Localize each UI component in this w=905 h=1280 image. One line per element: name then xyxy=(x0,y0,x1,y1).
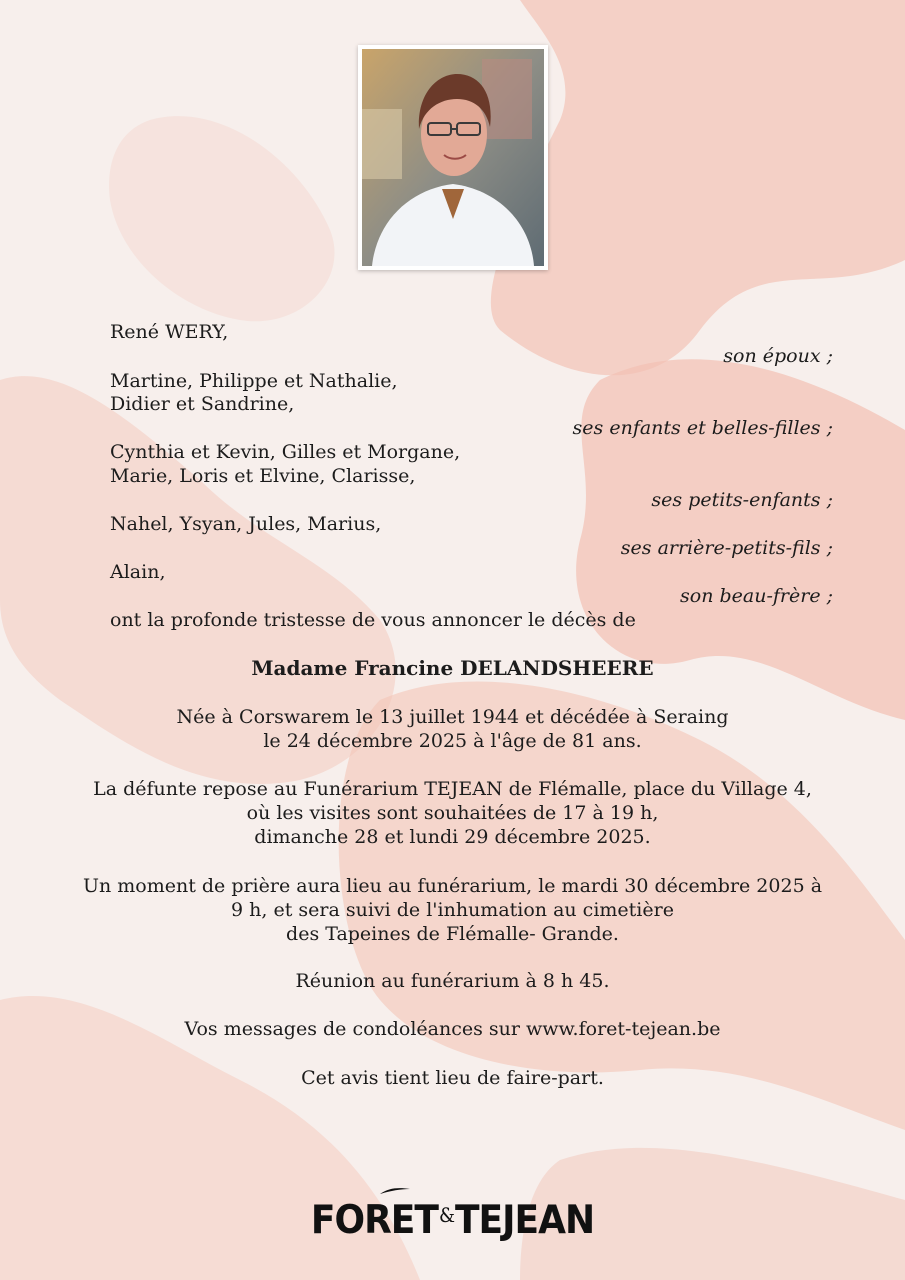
family-grandchildren-name-2: Marie, Loris et Elvine, Clarisse, xyxy=(110,465,416,487)
announcement-text: ont la profonde tristesse de vous annoncer le décès de xyxy=(110,609,636,631)
family-children-relation: ses enfants et belles-filles ; xyxy=(572,417,833,439)
family-brotherinlaw-relation: son beau-frère ; xyxy=(680,585,833,607)
logo-ampersand: & xyxy=(438,1204,454,1228)
portrait-frame xyxy=(358,45,548,270)
birth-death-line-2: le 24 décembre 2025 à l'âge de 81 ans. xyxy=(263,730,642,752)
meeting-text: Réunion au funérarium à 8 h 45. xyxy=(295,970,610,992)
birth-death-line-1: Née à Corswarem le 13 juillet 1944 et décédée à Seraing xyxy=(176,706,729,728)
funeral-home-logo xyxy=(0,1198,905,1243)
family-grandchildren-relation: ses petits-enfants ; xyxy=(651,489,833,511)
ceremony-line-3: des Tapeines de Flémalle- Grande. xyxy=(286,923,619,945)
family-grandchildren-name-1: Cynthia et Kevin, Gilles et Morgane, xyxy=(110,441,461,463)
family-children-name-2: Didier et Sandrine, xyxy=(110,393,295,415)
family-children-name-1: Martine, Philippe et Nathalie, xyxy=(110,370,398,392)
family-greatgrandchildren-relation: ses arrière-petits-fils ; xyxy=(620,537,833,559)
family-greatgrandchildren-name: Nahel, Ysyan, Jules, Marius, xyxy=(110,513,382,535)
logo-part-2: TEJEAN xyxy=(454,1197,595,1244)
logo-part-1: FORET xyxy=(310,1197,438,1244)
notice-text: Cet avis tient lieu de faire-part. xyxy=(301,1067,604,1089)
family-spouse-relation: son époux ; xyxy=(723,345,833,367)
deceased-name: Madame Francine DELANDSHEERE xyxy=(251,656,654,680)
family-brotherinlaw-name: Alain, xyxy=(110,561,166,583)
ceremony-line-1: Un moment de prière aura lieu au funérarium, le mardi 30 décembre 2025 à xyxy=(82,875,823,897)
ceremony-line-2: 9 h, et sera suivi de l'inhumation au cimetière xyxy=(231,899,674,921)
visitation-line-2: où les visites sont souhaitées de 17 à 19 h, xyxy=(246,802,659,824)
family-spouse-name: René WERY, xyxy=(110,321,229,343)
portrait-photo xyxy=(362,49,544,266)
condolences-text: Vos messages de condoléances sur www.foret-tejean.be xyxy=(184,1018,721,1040)
visitation-line-3: dimanche 28 et lundi 29 décembre 2025. xyxy=(254,826,651,848)
visitation-line-1: La défunte repose au Funérarium TEJEAN de Flémalle, place du Village 4, xyxy=(93,778,812,800)
logo-swoosh-icon xyxy=(380,1187,410,1195)
